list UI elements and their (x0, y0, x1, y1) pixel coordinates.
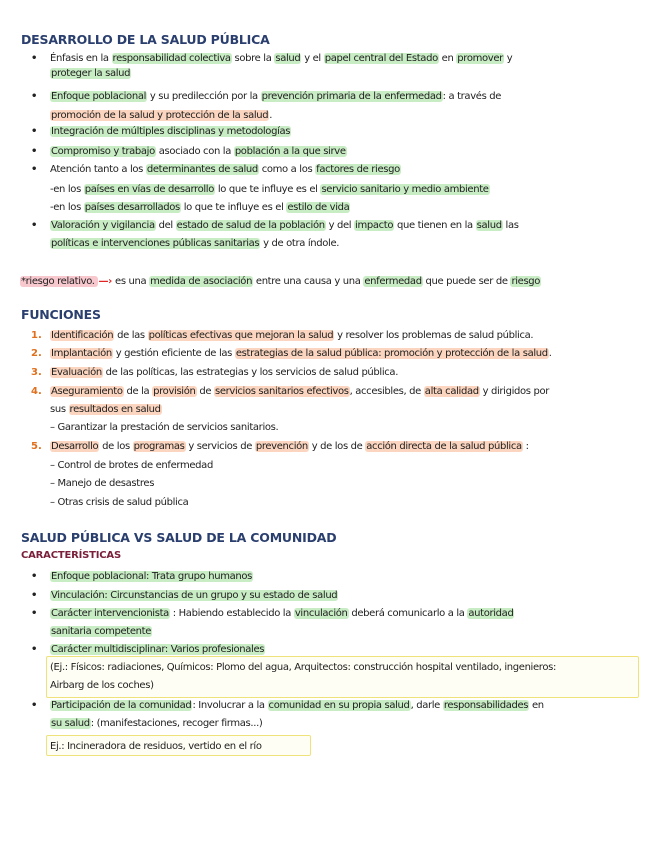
text-segment: acción directa de la salud pública (366, 441, 522, 452)
text-segment: Aseguramiento (51, 386, 123, 397)
bullet-item (50, 219, 519, 232)
text-segment: salud (275, 53, 301, 64)
characteristic-item (50, 570, 253, 583)
text-segment: Enfoque poblacional: Trata grupo humanos (51, 571, 252, 582)
section-title-funciones: FUNCIONES (21, 307, 101, 322)
text-segment: y de otra índole. (260, 238, 340, 249)
bullet-dot: • (31, 571, 38, 582)
characteristic-item (50, 607, 514, 620)
text-segment: en (438, 53, 457, 64)
text-segment: Participación de la comunidad (51, 700, 192, 711)
characteristic-item (50, 643, 265, 656)
characteristic-item (50, 699, 544, 712)
text-segment: lo que te influye es el (215, 184, 321, 195)
bullet-dot: • (31, 91, 38, 102)
section-title-desarrollo: DESARROLLO DE LA SALUD PÚBLICA (21, 32, 270, 47)
bullet-dot: • (31, 164, 38, 175)
text-segment: . (269, 110, 273, 121)
text-segment: Desarrollo (51, 441, 99, 452)
text-segment: comunidad en su propia salud (268, 700, 410, 711)
function-number: 5. (31, 441, 42, 452)
characteristic-item (50, 589, 338, 602)
text-segment: – Control de brotes de enfermedad (50, 460, 213, 471)
text-segment: de los (99, 441, 133, 452)
text-segment: – Manejo de desastres (50, 478, 155, 489)
bullet-dot: • (31, 644, 38, 655)
text-segment: Carácter multidisciplinar: Varios profesionales (51, 644, 265, 655)
text-segment: Integración de múltiples disciplinas y metodologías (51, 126, 291, 137)
text-segment: autoridad (468, 608, 514, 619)
function-item (50, 366, 398, 379)
text-segment: papel central del Estado (324, 53, 438, 64)
text-segment: en (529, 700, 544, 711)
text-segment: Identificación (51, 330, 114, 341)
text-segment: : (522, 441, 529, 452)
bullet-item (50, 90, 501, 103)
text-segment: sobre la (231, 53, 275, 64)
text-segment: Énfasis en la (50, 53, 112, 64)
function-number: 2. (31, 348, 42, 359)
text-segment: : Habiendo establecido la (169, 608, 294, 619)
function-number: 4. (31, 386, 42, 397)
function-item (50, 329, 533, 342)
bullet-item (50, 145, 347, 158)
bullet-dot: • (31, 608, 38, 619)
text-segment: de las (114, 330, 148, 341)
text-segment: y gestión eficiente de las (112, 348, 235, 359)
text-segment: de (196, 386, 214, 397)
text-segment: -en los (50, 202, 84, 213)
text-segment: deberá comunicarlo a la (348, 608, 468, 619)
text-segment: y resolver los problemas de salud pública. (334, 330, 534, 341)
text-segment: Evaluación (51, 367, 102, 378)
text-segment: y servicios de (185, 441, 255, 452)
text-segment: como a los (258, 164, 316, 175)
text-segment: países en vías de desarrollo (84, 184, 214, 195)
bullet-item-continuation (50, 67, 131, 80)
text-segment: Compromiso y trabajo (51, 146, 155, 157)
bullet-dot: • (31, 220, 38, 231)
sub-item (50, 201, 350, 214)
text-segment: es una (115, 276, 150, 287)
text-segment: de las políticas, las estrategias y los servicios de salud pública. (102, 367, 399, 378)
text-segment: , darle (410, 700, 443, 711)
function-sub-item (50, 477, 154, 490)
bullet-item (50, 125, 291, 138)
bullet-dot: • (31, 126, 38, 137)
text-segment: del (155, 220, 176, 231)
text-segment: riesgo (511, 276, 541, 287)
text-segment: promover (457, 53, 503, 64)
text-segment: Atención tanto a los (50, 164, 146, 175)
text-segment: impacto (355, 220, 394, 231)
text-segment: resultados en salud (69, 404, 161, 415)
bullet-dot: • (31, 590, 38, 601)
text-segment: políticas efectivas que mejoran la salud (148, 330, 334, 341)
text-segment: -en los (50, 184, 84, 195)
function-number: 3. (31, 367, 42, 378)
sub-item (50, 183, 490, 196)
text-segment: sanitaria competente (51, 626, 152, 637)
function-item-continuation (50, 403, 162, 416)
text-segment: y (503, 53, 513, 64)
text-segment: proteger la salud (51, 68, 131, 79)
text-segment: responsabilidades (443, 700, 529, 711)
text-segment: servicio sanitario y medio ambiente (321, 184, 489, 195)
text-segment: Carácter intervencionista (51, 608, 169, 619)
text-segment: y el (301, 53, 324, 64)
text-segment: determinantes de salud (146, 164, 258, 175)
text-segment: su salud (51, 718, 90, 729)
text-segment: medida de asociación (150, 276, 253, 287)
text-segment: enfermedad (364, 276, 422, 287)
text-segment: estrategias de la salud pública: promoción y protección de la salud (235, 348, 548, 359)
text-segment: estado de salud de la población (176, 220, 325, 231)
text-segment: prevención primaria de la enfermedad (261, 91, 442, 102)
bullet-dot: • (31, 146, 38, 157)
text-segment: asociado con la (155, 146, 234, 157)
text-segment: , accesibles, de (349, 386, 424, 397)
text-segment: prevención (255, 441, 308, 452)
subtitle-caracteristicas: CARACTERÍSTICAS (21, 550, 121, 561)
text-segment: factores de riesgo (316, 164, 400, 175)
text-segment: . (548, 348, 552, 359)
text-segment: : (manifestaciones, recoger firmas...) (90, 718, 263, 729)
text-segment: población a la que sirve (234, 146, 346, 157)
function-sub-item (50, 496, 188, 509)
text-segment: y su predilección por la (147, 91, 261, 102)
characteristic-item-continuation (50, 625, 152, 638)
text-segment: países desarrollados (84, 202, 180, 213)
text-segment: políticas e intervenciones públicas sanitarias (51, 238, 260, 249)
function-sub-item (50, 459, 213, 472)
bullet-dot: • (31, 53, 38, 64)
text-segment: alta calidad (424, 386, 479, 397)
text-segment: : Involucrar a la (192, 700, 268, 711)
text-segment: Valoración y vigilancia (51, 220, 155, 231)
text-segment: entre una causa y una (253, 276, 364, 287)
function-item (50, 347, 552, 360)
text-segment: – Garantizar la prestación de servicios sanitarios. (50, 422, 279, 433)
text-segment: programas (133, 441, 185, 452)
text-segment: de la (123, 386, 153, 397)
text-segment: que puede ser de (422, 276, 511, 287)
function-number: 1. (31, 330, 42, 341)
text-segment: y dirigidos por (479, 386, 549, 397)
text-segment: que tienen en la (394, 220, 476, 231)
text-segment: servicios sanitarios efectivos (214, 386, 349, 397)
risk-note (20, 275, 541, 288)
section-title-salud-publica-vs-comunidad: SALUD PÚBLICA VS SALUD DE LA COMUNIDAD (21, 530, 337, 545)
text-segment: salud (476, 220, 502, 231)
text-segment: Implantación (51, 348, 112, 359)
text-segment: y del (325, 220, 355, 231)
text-segment: vinculación (294, 608, 348, 619)
text-segment: : a través de (442, 91, 502, 102)
function-item (50, 385, 549, 398)
text-segment: provisión (153, 386, 196, 397)
function-sub-item (50, 421, 278, 434)
text-segment: promoción de la salud y protección de la salud (51, 110, 269, 121)
bullet-item-continuation (50, 109, 272, 122)
characteristic-item-continuation (50, 717, 262, 730)
text-segment: y de los de (308, 441, 366, 452)
text-segment: responsabilidad colectiva (112, 53, 231, 64)
text-segment: sus (50, 404, 69, 415)
text-segment: – Otras crisis de salud pública (50, 497, 189, 508)
text-segment: estilo de vida (287, 202, 350, 213)
bullet-dot: • (31, 700, 38, 711)
bullet-item (50, 163, 401, 176)
text-segment: lo que te influye es el (180, 202, 287, 213)
text-segment: *riesgo relativo. (21, 276, 98, 287)
example-text: (Ej.: Físicos: radiaciones, Químicos: Plomo del agua, Arquitectos: construcción hospital ventilado, ingenieros: (50, 662, 556, 673)
text-segment: Enfoque poblacional (51, 91, 147, 102)
example-text: Ej.: Incineradora de residuos, vertido en el río (50, 741, 262, 752)
bullet-item-continuation (50, 237, 339, 250)
bullet-item (50, 52, 512, 65)
example-text: Airbarg de los coches) (50, 680, 154, 691)
text-segment: —› (98, 276, 116, 287)
text-segment: las (502, 220, 519, 231)
function-item (50, 440, 529, 453)
text-segment: Vinculación: Circunstancias de un grupo y su estado de salud (51, 590, 338, 601)
